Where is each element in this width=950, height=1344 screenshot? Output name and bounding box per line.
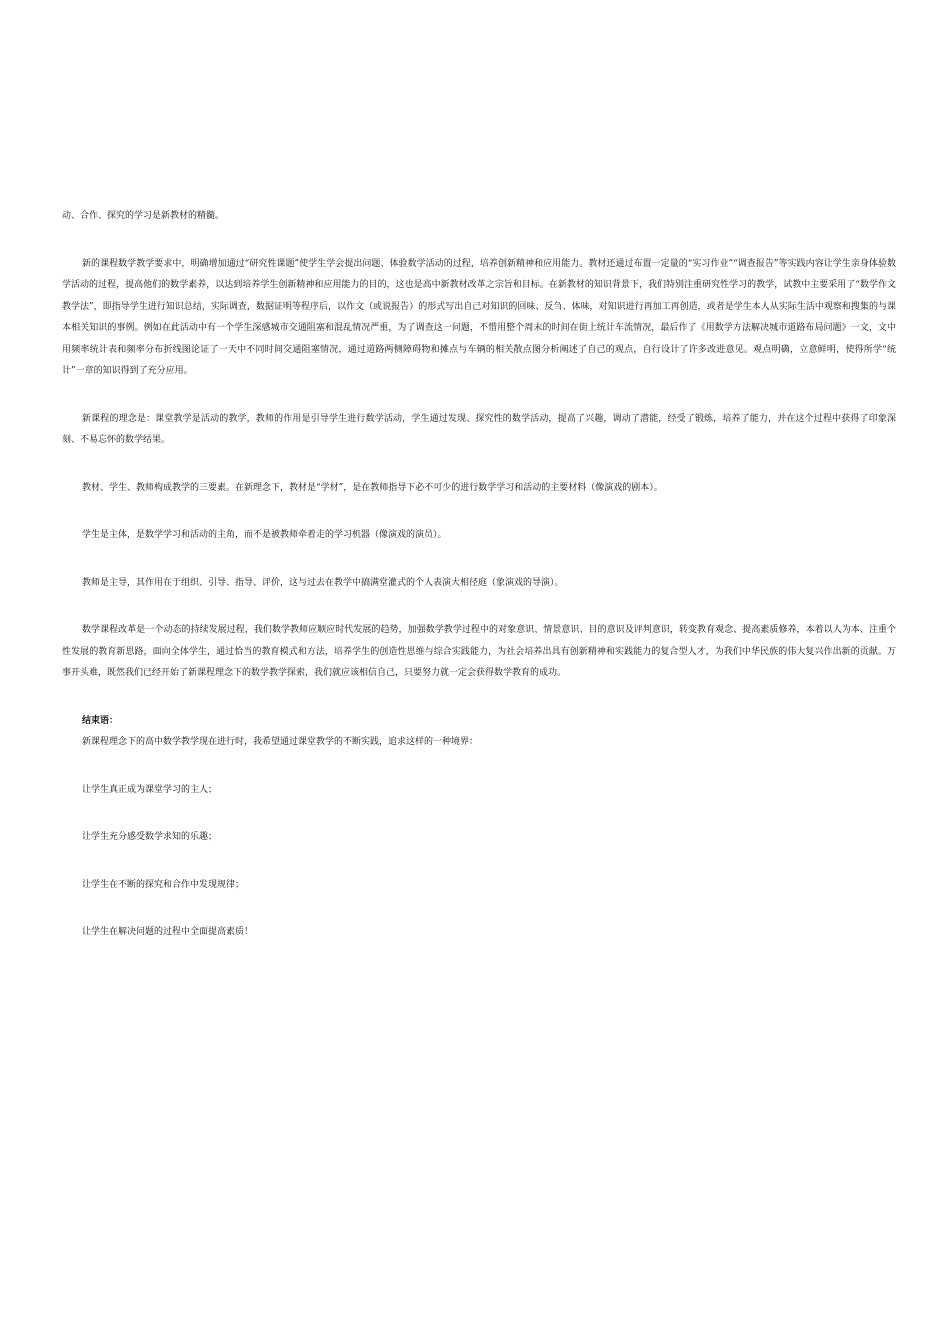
opening-fragment: 动、合作、探究的学习是新教材的精髓。	[62, 211, 225, 221]
conclusion-item: 让学生充分感受数学求知的乐趣；	[82, 832, 218, 842]
document-body	[62, 206, 896, 944]
conclusion-item: 让学生真正成为课堂学习的主人；	[82, 784, 218, 795]
conclusion-item: 让学生在不断的探究和合作中发现规律；	[82, 879, 245, 890]
paragraph-research-learning: 新的课程数学教学要求中，明确增加通过“研究性课题”使学生学会提出问题、体验数学活动的过程，培养创新精神和应用能力。教材还通过布置一定量的“实习作业”“调查报告”等实践内容让学生亲身体验数学活动的过程，提高他们的数学素养，以达到培养学生创新精神和应用能力的目的，这也是高中新教材改革之宗旨和目标。在新教材的知识背景下，我们特别注重研究性学习的教学，试教中主要采用了“数学作文教学法”，即指导学生进行知识总结，实际调查，数据证明等程序后，以作文（或说报告）的形式写出自己对知识的回味、反刍、体味，对知识进行再加工再创造，或者是学生本人从实际生活中观察和搜集的与课本相关知识的事例。例如在此活动中有一个学生深感城市交通阻塞和混乱情况严重，为了调查这一问题，不惜用整个周末的时间在街上统计车流情况，最后作了《用数学方法解决城市道路布局问题》一文，文中用频率统计表和频率分布折线图论证了一天中不同时间交通阻塞情况，通过道路两侧障碍物和摊点与车辆的相关散点图分析阐述了自己的观点，自行设计了许多改进意见。观点明确，立意鲜明，使得所学“统计”一章的知识得到了充分应用。	[62, 258, 896, 376]
paragraph-curriculum-reform: 数学课程改革是一个动态的持续发展过程，我们数学教师应顺应时代发展的趋势，加强数学教学过程中的对象意识、情景意识、目的意识及评判意识，转变教育观念、提高素质修养，本着以人为本、注重个性发展的教育新思路，面向全体学生，通过恰当的教育模式和方法，培养学生的创造性思维与综合实践能力，为社会培养出具有创新精神和实践能力的复合型人才，为我们中华民族的伟大复兴作出新的贡献。万事开头难，既然我们已经开始了新课程理念下的数学教学探索，我们就应该相信自己，只要努力就一定会获得数学教育的成功。	[62, 625, 896, 678]
paragraph-student-role: 学生是主体，是数学学习和活动的主角，而不是被教师牵着走的学习机器（像演戏的演员）。	[82, 530, 447, 540]
conclusion-heading: 结束语：	[82, 715, 119, 726]
paragraph-teacher-role: 教师是主导，其作用在于组织、引导、指导、评价，这与过去在教学中搞满堂灌式的个人表演大相径庭（象演戏的导演）。	[82, 577, 564, 588]
conclusion-item: 让学生在解决问题的过程中全面提高素质！	[82, 927, 254, 937]
conclusion-intro: 新课程理念下的高中数学教学现在进行时，我希望通过课堂教学的不断实践，追求这样的一种境界：	[82, 737, 479, 747]
paragraph-course-philosophy: 新课程的理念是：课堂教学是活动的教学，教师的作用是引导学生进行数学活动，学生通过发现、探究性的数学活动，提高了兴趣，调动了潜能，经受了锻炼，培养了能力，并在这个过程中获得了印象深刻、不易忘怀的数学结果。	[62, 413, 896, 445]
paragraph-three-elements: 教材、学生、教师构成教学的三要素。在新理念下，教材是“学材”，是在教师指导下必不可少的进行数学学习和活动的主要材料（像演戏的剧本）。	[82, 482, 663, 493]
